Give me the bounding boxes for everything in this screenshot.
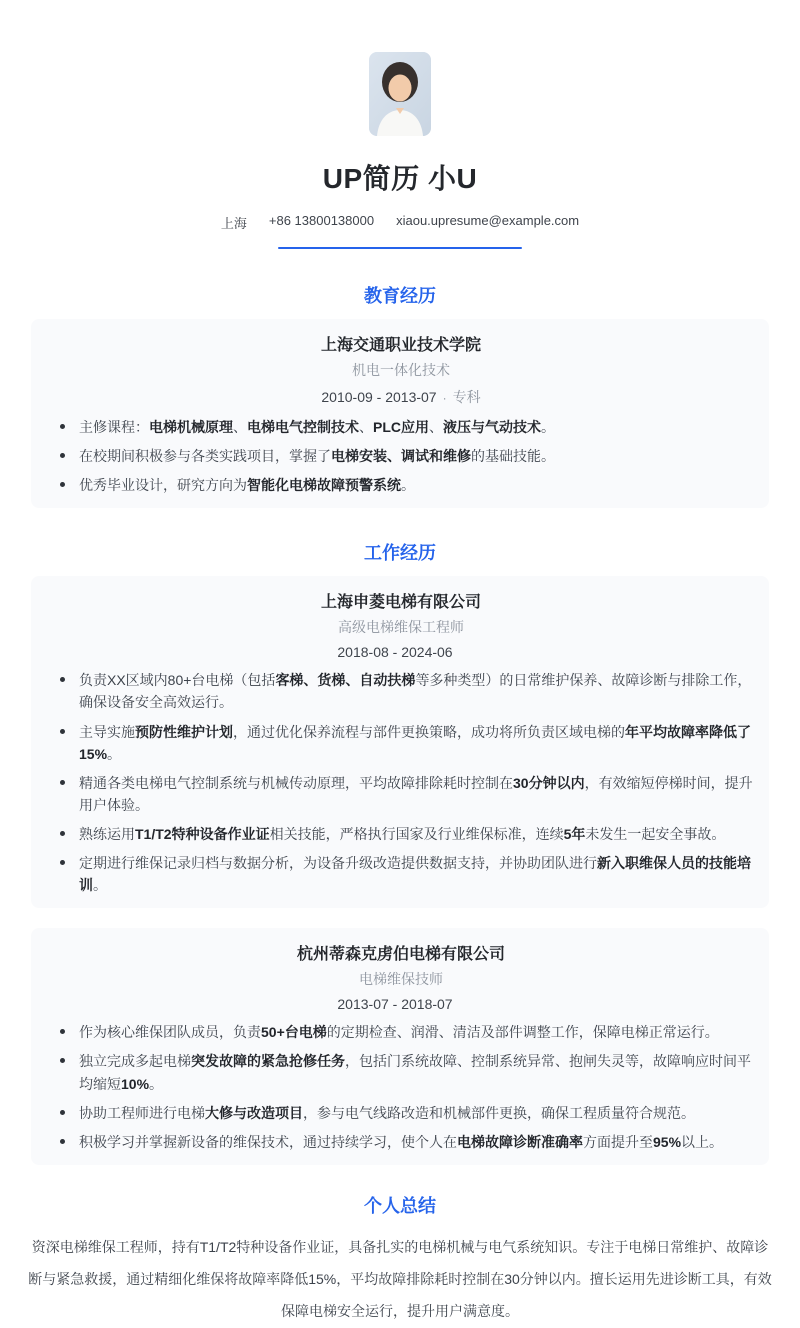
bullet-item: 积极学习并掌握新设备的维保技术，通过持续学习，使个人在电梯故障诊断准确率方面提升至95%以上。: [45, 1131, 757, 1153]
resume-header: [0, 52, 800, 249]
entry-date-row: [45, 644, 757, 660]
work-title: 工作经历: [364, 543, 436, 564]
work-entries: [0, 576, 800, 1165]
bullet-item: 负责XX区域内80+台电梯（包括客梯、货梯、自动扶梯等多种类型）的日常维护保养、故障诊断与排除工作，确保设备安全高效运行。: [45, 669, 757, 713]
summary-title: 个人总结: [364, 1195, 436, 1216]
education-title: 教育经历: [364, 286, 436, 306]
experience-card: [31, 576, 769, 908]
entry-bullets: [45, 669, 757, 896]
bullet-item: 主修课程：电梯机械原理、电梯电气控制技术、PLC应用、液压与气动技术。: [45, 416, 757, 438]
bullet-item: 熟练运用T1/T2特种设备作业证相关技能，严格执行国家及行业维保标准，连续5年未发生一起安全事故。: [45, 823, 757, 845]
bullet-item: 主导实施预防性维护计划，通过优化保养流程与部件更换策略，成功将所负责区域电梯的年平均故障率降低了15%。: [45, 721, 757, 765]
entry-date: 2013-07 - 2018-07: [337, 996, 453, 1013]
experience-card: [31, 928, 769, 1165]
bullet-item: 作为核心维保团队成员，负责50+台电梯的定期检查、润滑、清洁及部件调整工作，保障电梯正常运行。: [45, 1021, 757, 1043]
entry-name: 上海交通职业技术学院: [320, 337, 481, 354]
header-divider: [278, 247, 522, 249]
entry-date: 2010-09 - 2013-07: [321, 389, 437, 405]
avatar: [369, 52, 431, 136]
entry-date-sep: ·: [442, 391, 447, 405]
entry-subtitle: 机电一体化技术: [352, 362, 450, 378]
entry-date-row: [45, 996, 757, 1012]
bullet-item: 在校期间积极参与各类实践项目，掌握了电梯安装、调试和维修的基础技能。: [45, 445, 757, 467]
entry-subtitle: 电梯维保技师: [359, 971, 443, 988]
entry-date-extra: 专科: [452, 389, 481, 405]
entry-name: 上海申菱电梯有限公司: [320, 594, 481, 612]
education-section: [0, 282, 800, 508]
work-section: [0, 539, 800, 1165]
contact-email: xiaou.upresume@example.com: [396, 213, 580, 228]
entry-date-row: [45, 387, 757, 407]
contact-phone: +86 13800138000: [268, 213, 375, 228]
experience-card: [31, 319, 769, 508]
entry-subtitle: 高级电梯维保工程师: [338, 619, 464, 636]
education-entries: [0, 319, 800, 508]
entry-bullets: [45, 416, 757, 496]
summary-section: [0, 1192, 800, 1328]
bullet-item: 协助工程师进行电梯大修与改造项目，参与电气线路改造和机械部件更换，确保工程质量符合规范。: [45, 1102, 757, 1124]
bullet-item: 定期进行维保记录归档与数据分析，为设备升级改造提供数据支持，并协助团队进行新入职维保人员的技能培训。: [45, 852, 757, 896]
entry-date: 2018-08 - 2024-06: [337, 644, 453, 661]
bullet-item: 独立完成多起电梯突发故障的紧急抢修任务，包括门系统故障、控制系统异常、抱闸失灵等，故障响应时间平均缩短10%。: [45, 1050, 757, 1094]
summary-text: 资深电梯维保工程师，持有T1/T2特种设备作业证，具备扎实的电梯机械与电气系统知识。专注于电梯日常维护、故障诊断与紧急救援，通过精细化维保将故障率降低15%，平均故障排除耗时控制在30分钟以内。擅长运用先进诊断工具，有效保障电梯安全运行，提升用户满意度。: [28, 1238, 772, 1319]
candidate-name: UP简历 小U: [322, 163, 478, 194]
bullet-item: 精通各类电梯电气控制系统与机械传动原理，平均故障排除耗时控制在30分钟以内，有效缩短停梯时间，提升用户体验。: [45, 772, 757, 816]
contact-location: 上海: [220, 216, 247, 231]
avatar-photo: [369, 52, 431, 136]
entry-bullets: [45, 1021, 757, 1153]
bullet-item: 优秀毕业设计，研究方向为智能化电梯故障预警系统。: [45, 474, 757, 496]
entry-name: 杭州蒂森克虏伯电梯有限公司: [296, 946, 505, 964]
contact-row: [0, 213, 800, 232]
